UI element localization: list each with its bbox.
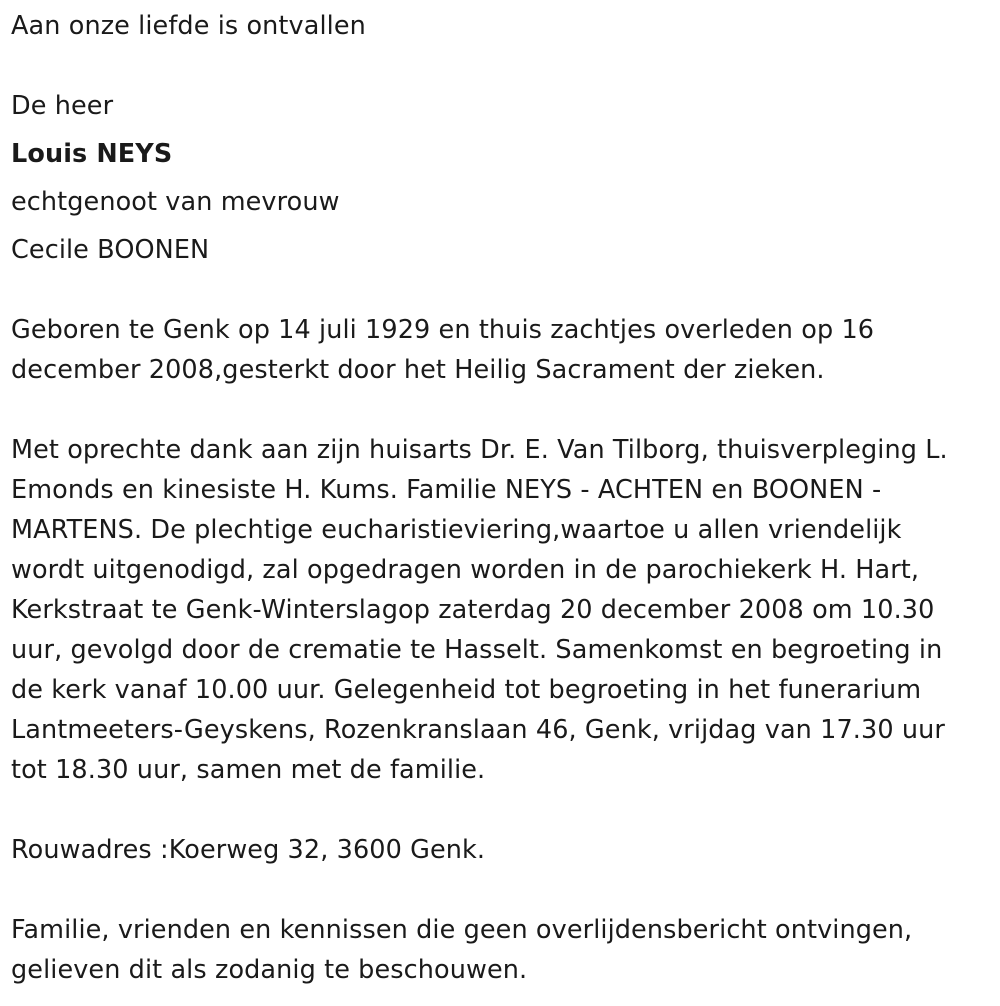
details-line: Kerkstraat te Genk-Winterslagop zaterdag 20 december 2008 om 10.30	[11, 595, 935, 625]
mourning-address: Rouwadres :Koerweg 32, 3600 Genk.	[11, 835, 486, 865]
details-line: Emonds en kinesiste H. Kums. Familie NEYS - ACHTEN en BOONEN -	[11, 475, 882, 505]
details-line: Lantmeeters-Geyskens, Rozenkranslaan 46, Genk, vrijdag van 17.30 uur	[11, 715, 945, 745]
spacer	[11, 870, 990, 910]
details-paragraph	[11, 430, 990, 790]
spouse-name: Cecile BOONEN	[11, 235, 210, 265]
details-line: wordt uitgenodigd, zal opgedragen worden in de parochiekerk H. Hart,	[11, 555, 920, 585]
closing-line: Familie, vrienden en kennissen die geen overlijdensbericht ontvingen,	[11, 915, 913, 945]
birth-death-paragraph	[11, 310, 990, 390]
spacer	[11, 222, 990, 230]
details-line: tot 18.30 uur, samen met de familie.	[11, 755, 486, 785]
details-line: Met oprechte dank aan zijn huisarts Dr. E. Van Tilborg, thuisverpleging L.	[11, 435, 948, 465]
deceased-name: Louis NEYS	[11, 139, 173, 169]
closing-paragraph	[11, 910, 990, 990]
spouse-label: echtgenoot van mevrouw	[11, 187, 340, 217]
birth-death-line: december 2008,gesterkt door het Heilig Sacrament der zieken.	[11, 355, 825, 385]
spacer	[11, 46, 990, 86]
honorific: De heer	[11, 91, 114, 121]
details-line: de kerk vanaf 10.00 uur. Gelegenheid tot begroeting in het funerarium	[11, 675, 922, 705]
intro-text: Aan onze liefde is ontvallen	[11, 11, 366, 41]
spacer	[11, 390, 990, 430]
birth-death-line: Geboren te Genk op 14 juli 1929 en thuis zachtjes overleden op 16	[11, 315, 875, 345]
spacer	[11, 126, 990, 134]
details-line: MARTENS. De plechtige eucharistieviering,waartoe u allen vriendelijk	[11, 515, 902, 545]
spacer	[11, 270, 990, 310]
spacer	[11, 790, 990, 830]
spacer	[11, 174, 990, 182]
details-line: uur, gevolgd door de crematie te Hasselt. Samenkomst en begroeting in	[11, 635, 943, 665]
closing-line: gelieven dit als zodanig te beschouwen.	[11, 955, 528, 985]
